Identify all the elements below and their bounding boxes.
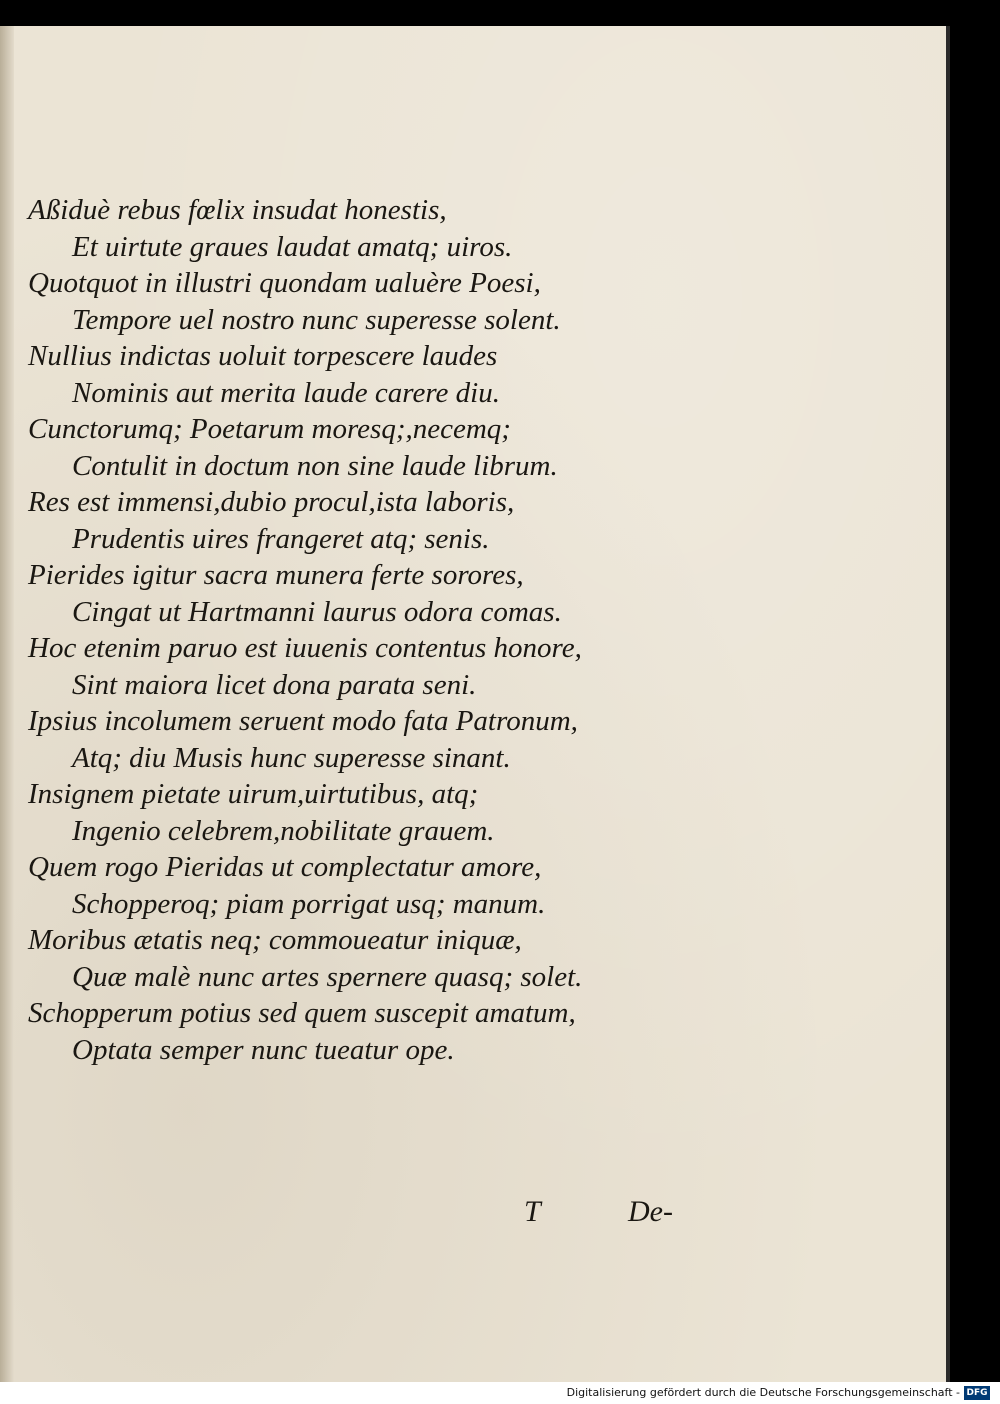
poem-text (28, 192, 668, 1068)
verse-line-pentameter: Schopperoq; piam porrigat usq; manum. (72, 887, 546, 920)
verse-line-hexameter: Hoc etenim paruo est iuuenis contentus honore, (28, 632, 582, 664)
verse-line-hexameter: Cunctorumq; Poetarum moresq;,necemq; (28, 413, 511, 445)
verse-line-pentameter: Prudentis uires frangeret atq; senis. (72, 522, 490, 555)
verse-line-pentameter: Atq; diu Musis hunc superesse sinant. (72, 741, 511, 774)
signature-mark: T (524, 1195, 541, 1228)
verse-line-hexameter: Res est immensi,dubio procul,ista laboris, (28, 486, 515, 518)
verse-line-pentameter: Nominis aut merita laude carere diu. (72, 376, 500, 409)
verse-line-hexameter: Ipsius incolumem seruent modo fata Patronum, (28, 705, 578, 737)
verse-line-pentameter: Optata semper nunc tueatur ope. (72, 1033, 455, 1066)
verse-line-hexameter: Moribus ætatis neq; commoueatur iniquæ, (28, 924, 522, 956)
verse-line-pentameter: Cingat ut Hartmanni laurus odora comas. (72, 595, 562, 628)
digitization-footer (0, 1382, 1000, 1404)
funding-credit: Digitalisierung gefördert durch die Deutsche Forschungsgemeinschaft - (566, 1386, 960, 1399)
book-page (0, 26, 946, 1382)
verse-line-pentameter: Contulit in doctum non sine laude librum. (72, 449, 558, 482)
page-gutter (0, 26, 14, 1382)
page-edge (946, 26, 950, 1382)
verse-line-pentameter: Sint maiora licet dona parata seni. (72, 668, 477, 701)
dfg-logo: DFG (964, 1386, 990, 1400)
verse-line-hexameter: Quotquot in illustri quondam ualuère Poesi, (28, 267, 541, 299)
verse-line-pentameter: Ingenio celebrem,nobilitate grauem. (72, 814, 495, 847)
verse-line-pentameter: Tempore uel nostro nunc superesse solent. (72, 303, 561, 336)
verse-line-hexameter: Schopperum potius sed quem suscepit amatum, (28, 997, 576, 1029)
verse-line-pentameter: Et uirtute graues laudat amatq; uiros. (72, 230, 513, 263)
verse-line-hexameter: Pierides igitur sacra munera ferte sorores, (28, 559, 524, 591)
verse-line-hexameter: Insignem pietate uirum,uirtutibus, atq; (28, 778, 479, 810)
verse-line-hexameter: Aßiduè rebus fœlix insudat honestis, (28, 194, 447, 226)
verse-line-hexameter: Quem rogo Pieridas ut complectatur amore, (28, 851, 542, 883)
catchword: De- (628, 1195, 673, 1228)
verse-line-hexameter: Nullius indictas uoluit torpescere laudes (28, 340, 498, 372)
verse-line-pentameter: Quæ malè nunc artes spernere quasq; solet. (72, 960, 583, 993)
